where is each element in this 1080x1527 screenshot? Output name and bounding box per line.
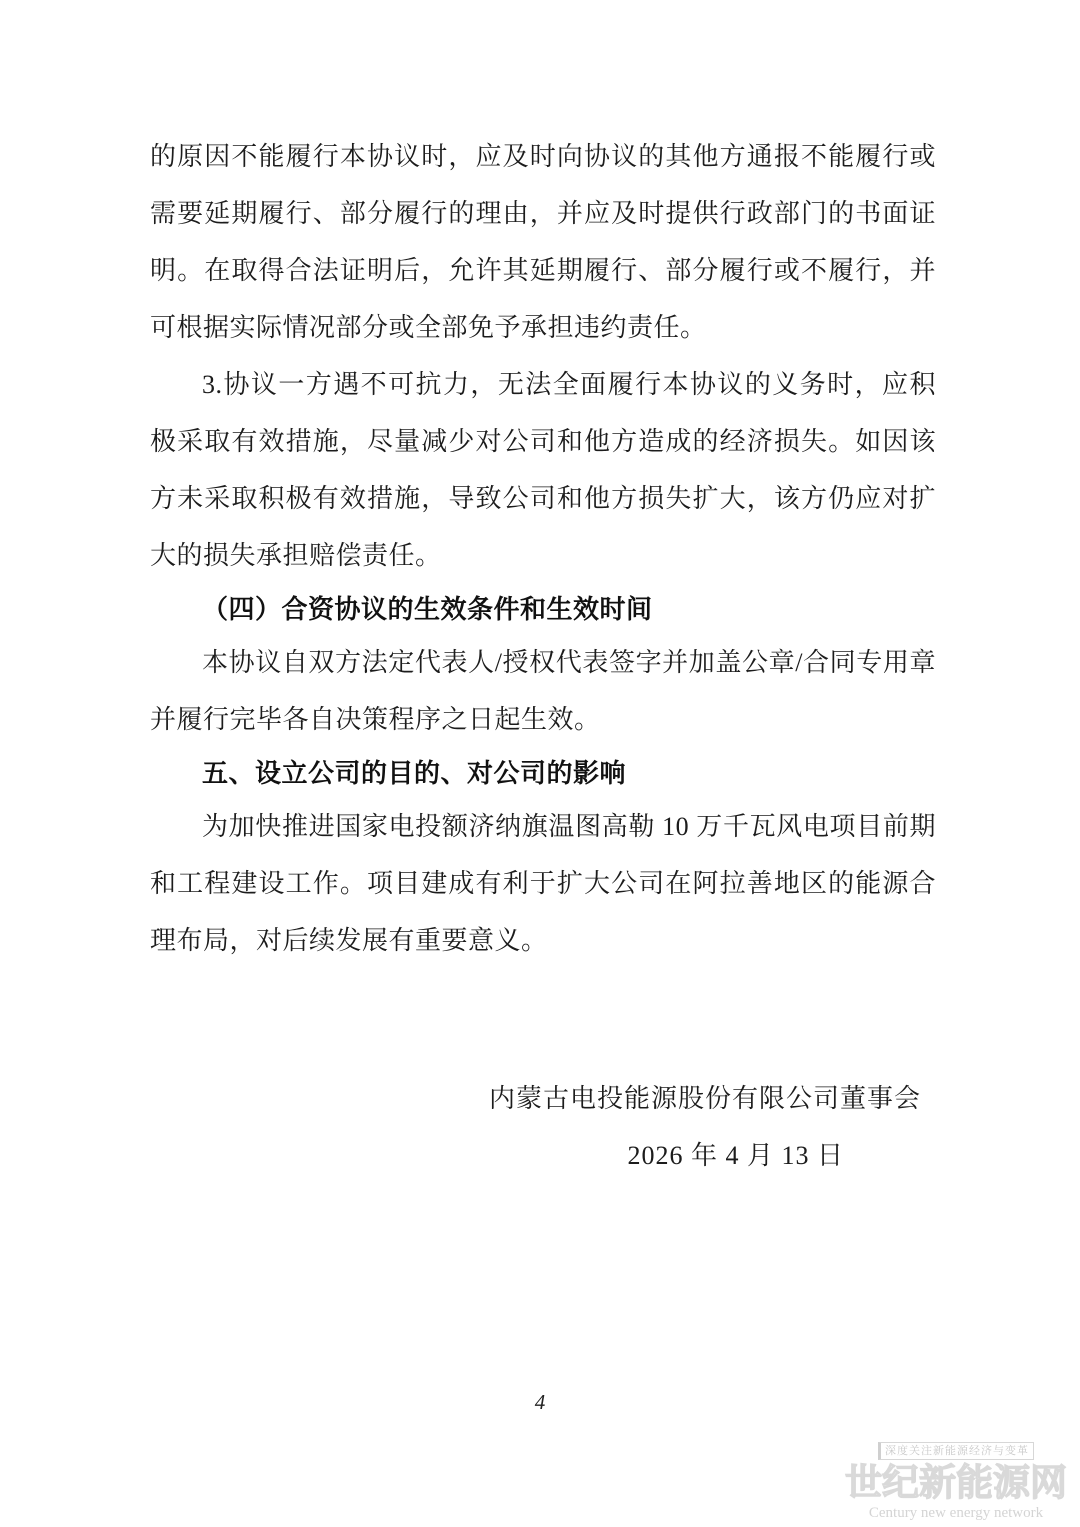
paragraph-effective-conditions: 本协议自双方法定代表人/授权代表签字并加盖公章/合同专用章并履行完毕各自决策程序之日起生效。 (150, 648, 936, 734)
page-number: 4 (534, 1390, 546, 1414)
heading-section-4-effective-conditions: （四）合资协议的生效条件和生效时间 (202, 594, 653, 624)
heading-section-5-purpose-impact: 五、设立公司的目的、对公司的影响 (202, 758, 627, 788)
site-watermark-logo (836, 1441, 1076, 1522)
watermark-logo-text: 世纪新能源网 (845, 1462, 1067, 1503)
watermark-slogan: 深度关注新能源经济与变革 (878, 1442, 1034, 1460)
watermark-english-subtitle: Century new energy network (868, 1505, 1044, 1521)
signature-date: 2026 年 4 月 13 日 (627, 1141, 844, 1170)
paragraph-force-majeure-notice: 的原因不能履行本协议时，应及时向协议的其他方通报不能履行或需要延期履行、部分履行的理由，并应及时提供行政部门的书面证明。在取得合法证明后，允许其延期履行、部分履行或不履行，并可根据实际情况部分或全部免予承担违约责任。 (150, 142, 936, 342)
document-body (150, 128, 936, 1184)
signature-block (150, 1070, 936, 1184)
paragraph-force-majeure-mitigation: 3.协议一方遇不可抗力，无法全面履行本协议的义务时，应积极采取有效措施，尽量减少对公司和他方造成的经济损失。如因该方未采取积极有效措施，导致公司和他方损失扩大，该方仍应对扩大的损失承担赔偿责任。 (150, 370, 936, 570)
signature-company-name: 内蒙古电投能源股份有限公司董事会 (488, 1084, 921, 1113)
paragraph-purpose-impact: 为加快推进国家电投额济纳旗温图高勒 10 万千瓦风电项目前期和工程建设工作。项目建成有利于扩大公司在阿拉善地区的能源合理布局，对后续发展有重要意义。 (150, 812, 936, 955)
